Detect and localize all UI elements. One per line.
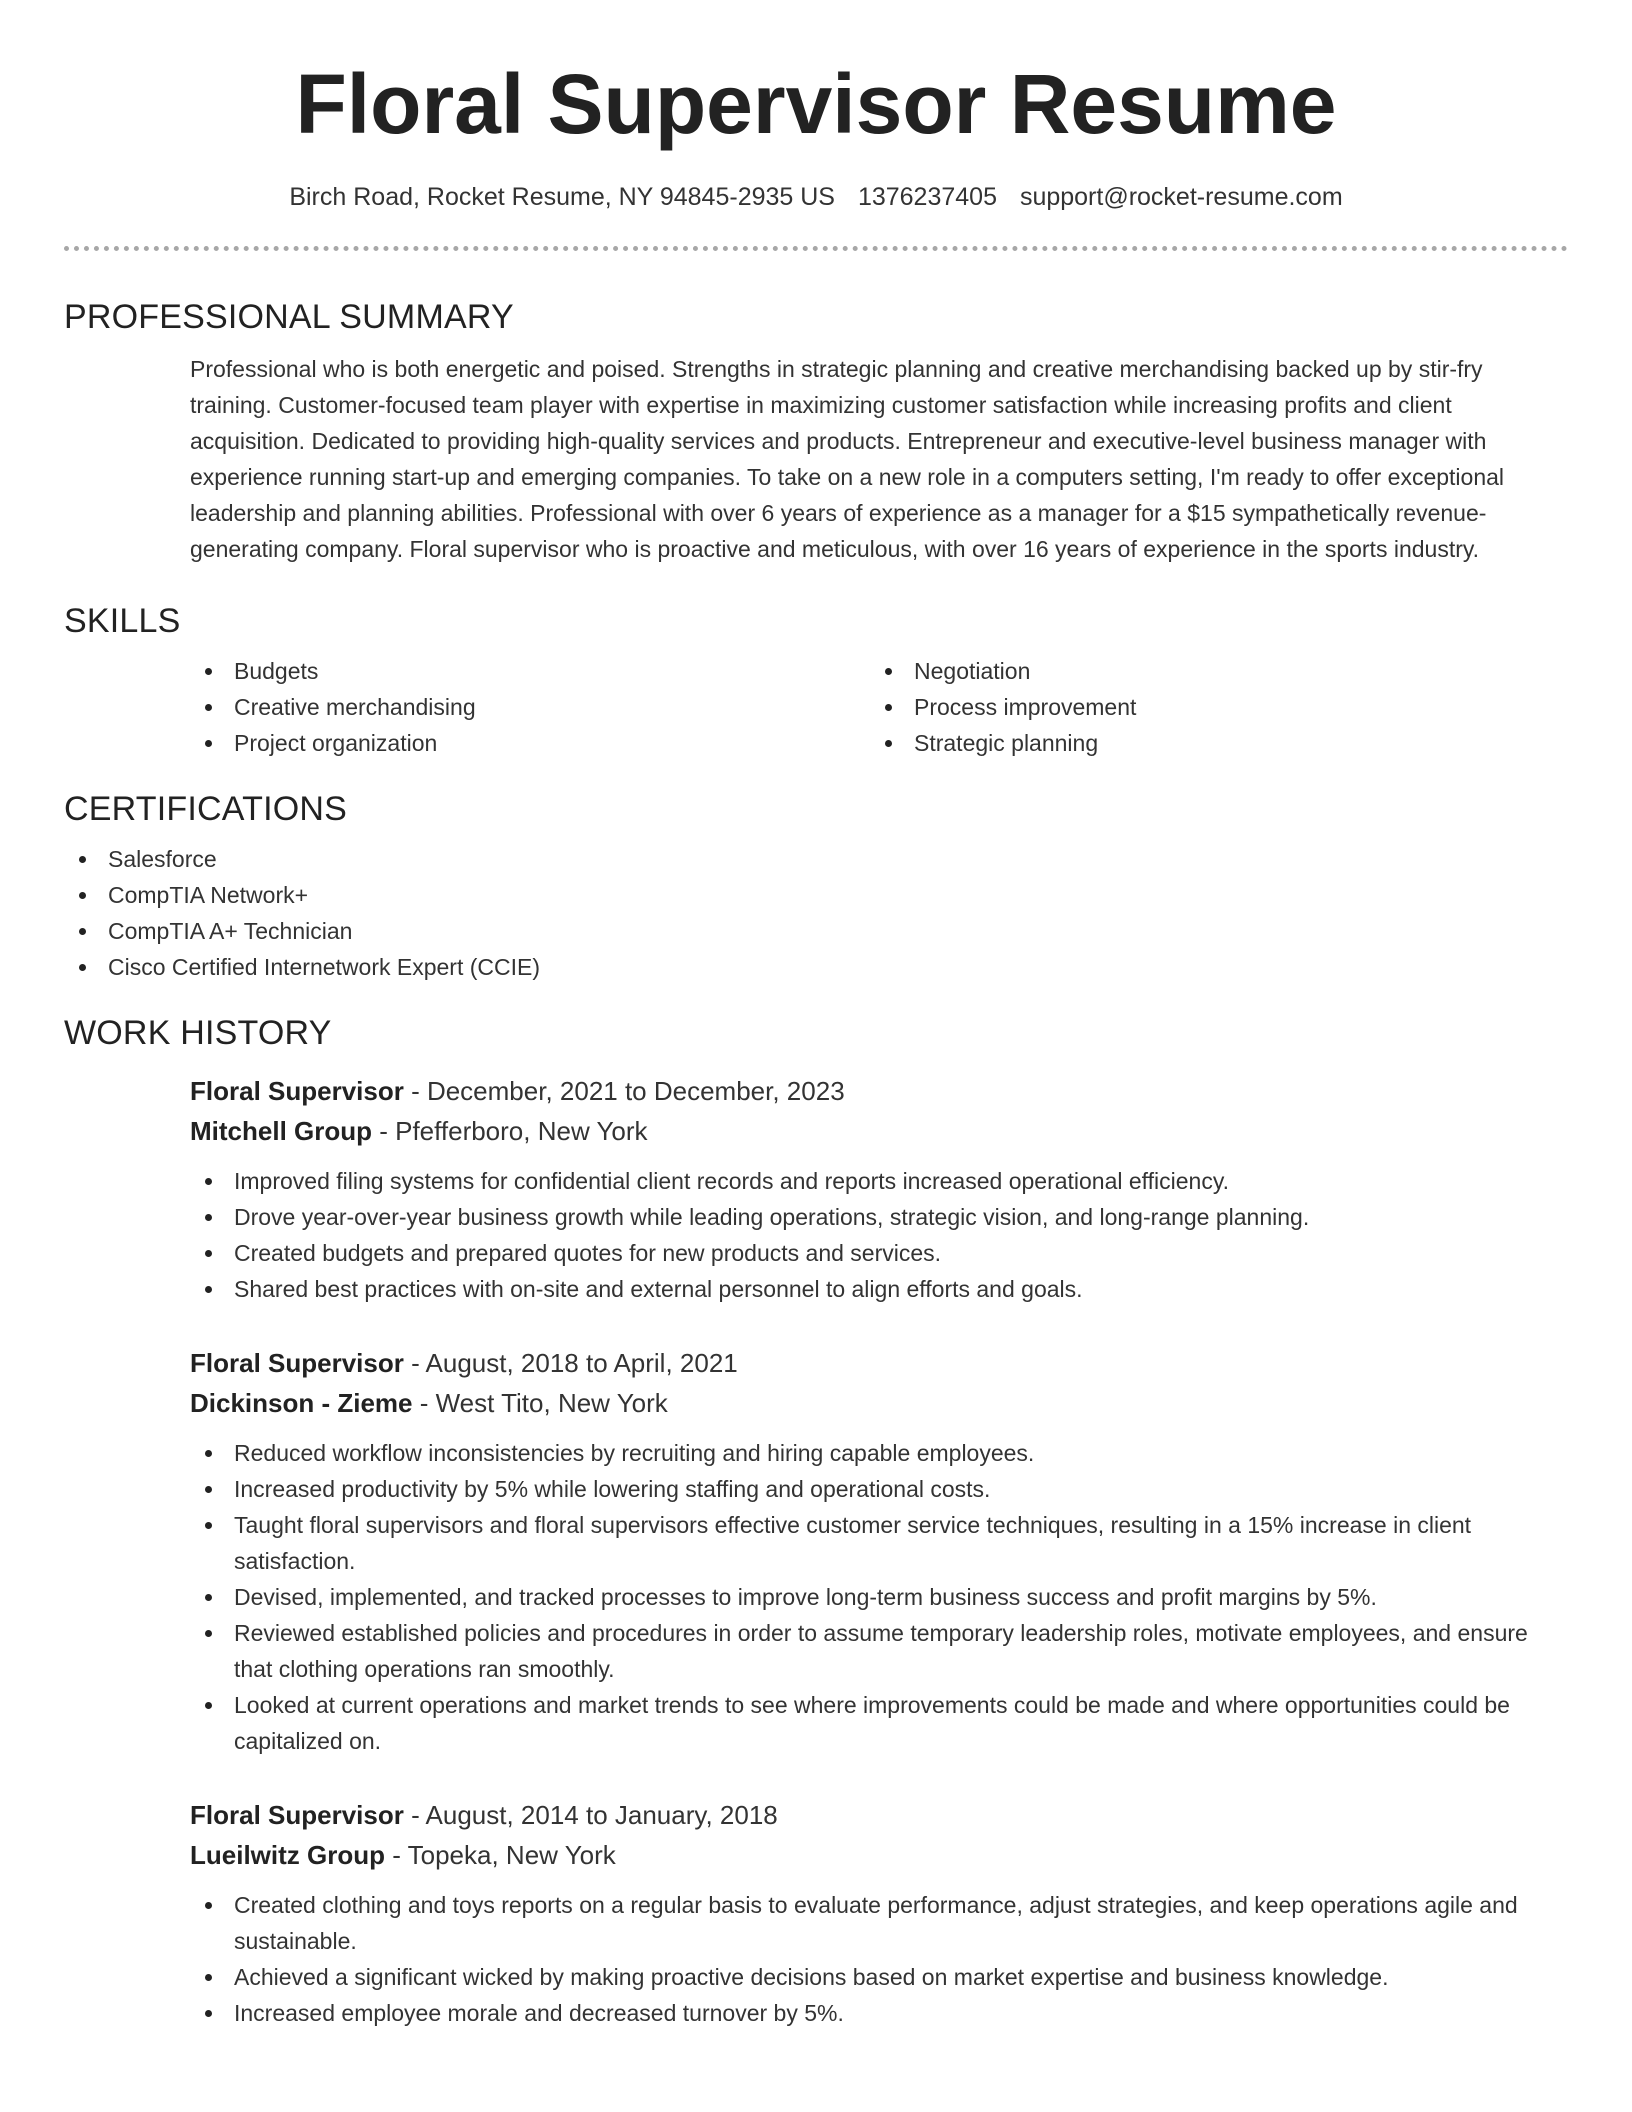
skills-right-list <box>870 653 1550 761</box>
job-bullet: Drove year-over-year business growth while leading operations, strategic vision, and long-range planning. <box>190 1199 1568 1235</box>
summary-section <box>64 295 1568 567</box>
contact-line <box>64 182 1568 212</box>
job-title: Floral Supervisor <box>190 1800 404 1830</box>
job-location: - Pfefferboro, New York <box>372 1116 648 1146</box>
summary-text: Professional who is both energetic and poised. Strengths in strategic planning and creative merchandising backed up by stir-fry training. Customer-focused team player with expertise in maximizing customer satisfaction while increasing profits and client acquisition. Dedicated to providing high-quality services and products. Entrepreneur and executive-level business manager with experience running start-up and emerging companies. To take on a new role in a computers setting, I'm ready to offer exceptional leadership and planning abilities. Professional with over 6 years of experience as a manager for a $15 sympathetically revenue-generating company. Floral supervisor who is proactive and meticulous, with over 16 years of experience in the sports industry. <box>190 356 1505 562</box>
skill-item: Project organization <box>190 725 870 761</box>
resume-title: Floral Supervisor Resume <box>295 57 1337 151</box>
certification-item: Cisco Certified Internetwork Expert (CCIE) <box>64 949 1568 985</box>
job-bullet: Shared best practices with on-site and external personnel to align efforts and goals. <box>190 1271 1568 1307</box>
job-location: - West Tito, New York <box>412 1388 668 1418</box>
job-company-line <box>190 1383 1568 1423</box>
certifications-heading: CERTIFICATIONS <box>64 790 348 828</box>
resume-page <box>64 0 1568 2067</box>
job-bullet: Increased productivity by 5% while lowering staffing and operational costs. <box>190 1471 1568 1507</box>
job-title-line <box>190 1071 1568 1111</box>
contact-email: support@rocket-resume.com <box>1019 183 1343 211</box>
job-bullet: Taught floral supervisors and floral supervisors effective customer service techniques, resulting in a 15% increase in client satisfaction. <box>190 1507 1568 1579</box>
skills-grid <box>190 653 1568 761</box>
job-bullet: Increased employee morale and decreased turnover by 5%. <box>190 1995 1568 2031</box>
skill-item: Budgets <box>190 653 870 689</box>
job-dates: - August, 2018 to April, 2021 <box>403 1348 738 1378</box>
job-bullets <box>190 1887 1568 2031</box>
job-company: Mitchell Group <box>190 1116 372 1146</box>
job-title: Floral Supervisor <box>190 1076 404 1106</box>
header-divider <box>64 246 1568 251</box>
job-entry <box>190 1071 1568 1307</box>
job-bullet: Reviewed established policies and procedures in order to assume temporary leadership roles, motivate employees, and ensure that clothing operations ran smoothly. <box>190 1615 1568 1687</box>
skill-item: Negotiation <box>870 653 1550 689</box>
job-bullet: Looked at current operations and market trends to see where improvements could be made and where opportunities could be capitalized on. <box>190 1687 1568 1759</box>
skill-item: Strategic planning <box>870 725 1550 761</box>
job-bullet: Improved filing systems for confidential client records and reports increased operational efficiency. <box>190 1163 1568 1199</box>
job-dates: - December, 2021 to December, 2023 <box>403 1076 845 1106</box>
job-company-line <box>190 1835 1568 1875</box>
job-company: Lueilwitz Group <box>190 1840 385 1870</box>
job-title-line <box>190 1795 1568 1835</box>
certification-item: Salesforce <box>64 841 1568 877</box>
work-history-heading: WORK HISTORY <box>64 1014 332 1052</box>
summary-heading: PROFESSIONAL SUMMARY <box>64 298 514 336</box>
skills-heading: SKILLS <box>64 602 181 640</box>
job-entry <box>190 1795 1568 2031</box>
skills-section <box>64 599 1568 761</box>
job-location: - Topeka, New York <box>385 1840 616 1870</box>
skill-item: Creative merchandising <box>190 689 870 725</box>
certification-item: CompTIA Network+ <box>64 877 1568 913</box>
job-company-line <box>190 1111 1568 1151</box>
skill-item: Process improvement <box>870 689 1550 725</box>
job-company: Dickinson - Zieme <box>190 1388 413 1418</box>
job-bullet: Created budgets and prepared quotes for new products and services. <box>190 1235 1568 1271</box>
certifications-list <box>64 841 1568 985</box>
skills-left-list <box>190 653 870 761</box>
certification-item: CompTIA A+ Technician <box>64 913 1568 949</box>
job-title-line <box>190 1343 1568 1383</box>
job-bullets <box>190 1163 1568 1307</box>
jobs-list <box>190 1071 1568 2031</box>
job-dates: - August, 2014 to January, 2018 <box>403 1800 778 1830</box>
job-bullet: Reduced workflow inconsistencies by recruiting and hiring capable employees. <box>190 1435 1568 1471</box>
certifications-section <box>64 787 1568 985</box>
job-bullets <box>190 1435 1568 1759</box>
job-bullet: Created clothing and toys reports on a regular basis to evaluate performance, adjust strategies, and keep operations agile and sustainable. <box>190 1887 1568 1959</box>
job-title: Floral Supervisor <box>190 1348 404 1378</box>
work-history-section <box>64 1011 1568 2031</box>
job-entry <box>190 1343 1568 1759</box>
job-bullet: Achieved a significant wicked by making proactive decisions based on market expertise and business knowledge. <box>190 1959 1568 1995</box>
contact-address: Birch Road, Rocket Resume, NY 94845-2935 US <box>289 183 835 211</box>
contact-phone: 1376237405 <box>857 183 997 211</box>
job-bullet: Devised, implemented, and tracked processes to improve long-term business success and profit margins by 5%. <box>190 1579 1568 1615</box>
